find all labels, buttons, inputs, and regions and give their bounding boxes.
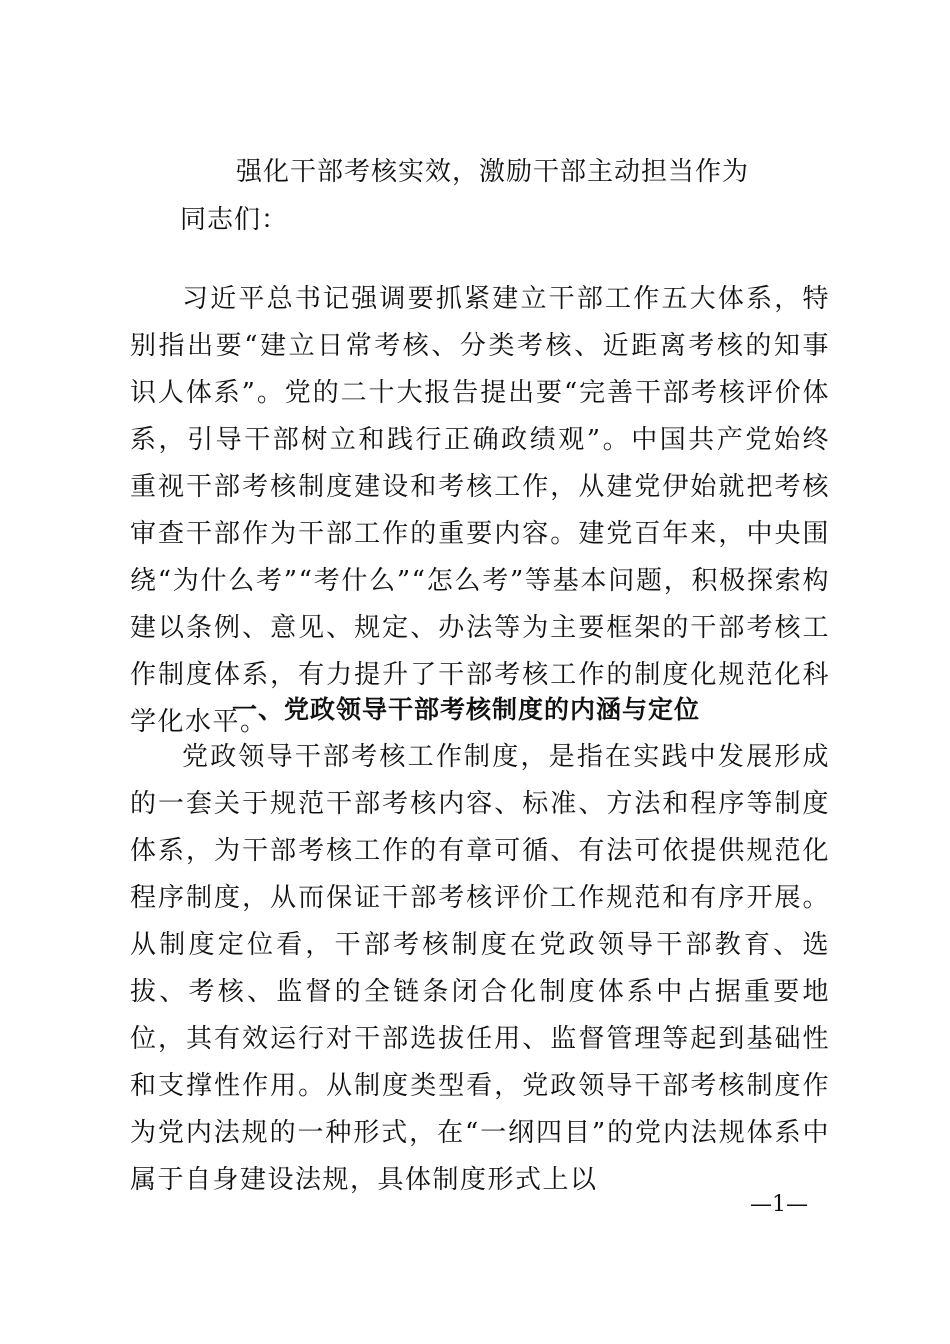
section-heading: 一、党政领导干部考核制度的内涵与定位 xyxy=(232,695,701,724)
document-title: 强化干部考核实效，激励干部主动担当作为 xyxy=(236,157,750,187)
salutation: 同志们： xyxy=(180,205,289,235)
paragraph-intro: 习近平总书记强调要抓紧建立干部工作五大体系，特别指出要“建立日常考核、分类考核、近距离考核的知事识人体系”。党的二十大报告提出要“完善干部考核评价体系，引导干部树立和践行正确政绩观”。中国共产党始终重视干部考核制度建设和考核工作，从建党伊始就把考核审查干部作为干部工作的重要内容。建党百年来，中央围绕“为什么考”“考什么”“怎么考”等基本问题，积极探索构建以条例、意见、规定、办法等为主要框架的干部考核工作制度体系，有力提升了干部考核工作的制度化规范化科学化水平。 xyxy=(130,284,830,737)
paragraph-definition: 党政领导干部考核工作制度，是指在实践中发展形成的一套关于规范干部考核内容、标准、方法和程序等制度体系，为干部考核工作的有章可循、有法可依提供规范化程序制度，从而保证干部考核评价工作规范和有序开展。从制度定位看，干部考核制度在党政领导干部教育、选拔、考核、监督的全链条闭合化制度体系中占据重要地位，其有效运行对干部选拔任用、监督管理等起到基础性和支撑性作用。从制度类型看，党政领导干部考核制度作为党内法规的一种形式，在“一纲四目”的党内法规体系中属于自身建设法规，具体制度形式上以 xyxy=(130,742,830,1195)
page-number: —1— xyxy=(750,1192,808,1217)
